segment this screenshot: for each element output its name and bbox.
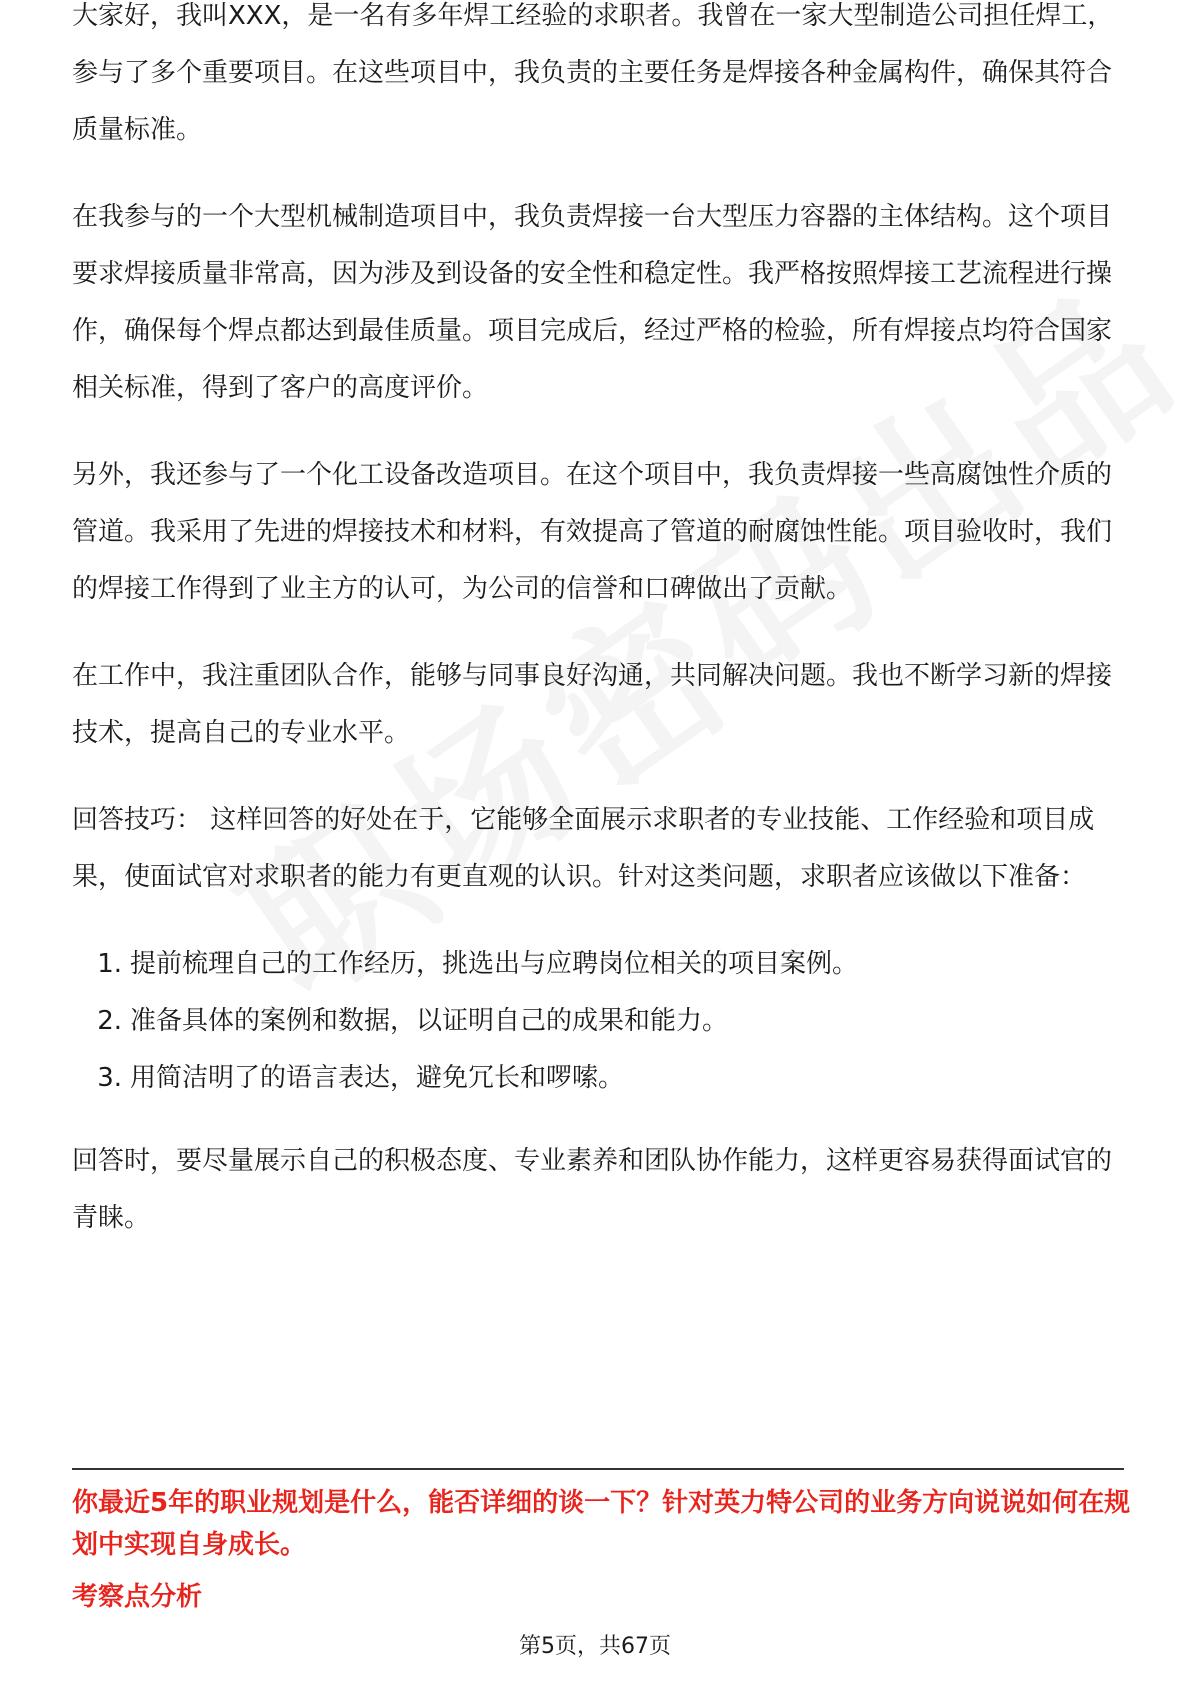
paragraph-project-1: 在我参与的一个大型机械制造项目中，我负责焊接一台大型压力容器的主体结构。这个项目要求焊接质量非常高，因为涉及到设备的安全性和稳定性。我严格按照焊接工艺流程进行操作，确保每个焊点都达到最佳质量。项目完成后，经过严格的检验，所有焊接点均符合国家相关标准，得到了客户的高度评价。 bbox=[72, 202, 1113, 403]
list-text: 用简洁明了的语言表达，避免冗长和啰嗦。 bbox=[130, 1063, 625, 1093]
analysis-heading: 考察点分析 bbox=[72, 1582, 203, 1612]
list-number: 2. bbox=[97, 1006, 122, 1036]
body-content bbox=[72, 1, 1122, 1277]
prep-list bbox=[72, 936, 1122, 1107]
list-item bbox=[72, 936, 1122, 993]
interview-question: 你最近5年的职业规划是什么，能否详细的谈一下？针对英力特公司的业务方向说说如何在规划中实现自身成长。 bbox=[72, 1488, 1131, 1560]
list-number: 3. bbox=[97, 1063, 122, 1093]
section-divider bbox=[72, 1468, 1124, 1470]
page-number-footer: 第5页，共67页 bbox=[519, 1634, 671, 1659]
paragraph-project-2: 另外，我还参与了一个化工设备改造项目。在这个项目中，我负责焊接一些高腐蚀性介质的管道。我采用了先进的焊接技术和材料，有效提高了管道的耐腐蚀性能。项目验收时，我们的焊接工作得到了业主方的认可，为公司的信誉和口碑做出了贡献。 bbox=[72, 460, 1113, 604]
list-text: 提前梳理自己的工作经历，挑选出与应聘岗位相关的项目案例。 bbox=[130, 949, 859, 979]
list-item bbox=[72, 1050, 1122, 1107]
list-item bbox=[72, 993, 1122, 1050]
paragraph-closing: 回答时，要尽量展示自己的积极态度、专业素养和团队协作能力，这样更容易获得面试官的青睐。 bbox=[72, 1146, 1113, 1233]
paragraph-tips: 回答技巧： 这样回答的好处在于，它能够全面展示求职者的专业技能、工作经验和项目成果，使面试官对求职者的能力有更直观的认识。针对这类问题，求职者应该做以下准备： bbox=[72, 805, 1095, 892]
paragraph-teamwork: 在工作中，我注重团队合作，能够与同事良好沟通，共同解决问题。我也不断学习新的焊接技术，提高自己的专业水平。 bbox=[72, 661, 1113, 748]
paragraph-intro: 大家好，我叫XXX，是一名有多年焊工经验的求职者。我曾在一家大型制造公司担任焊工，参与了多个重要项目。在这些项目中，我负责的主要任务是焊接各种金属构件，确保其符合质量标准。 bbox=[72, 1, 1114, 145]
list-text: 准备具体的案例和数据，以证明自己的成果和能力。 bbox=[130, 1006, 729, 1036]
list-number: 1. bbox=[97, 949, 122, 979]
